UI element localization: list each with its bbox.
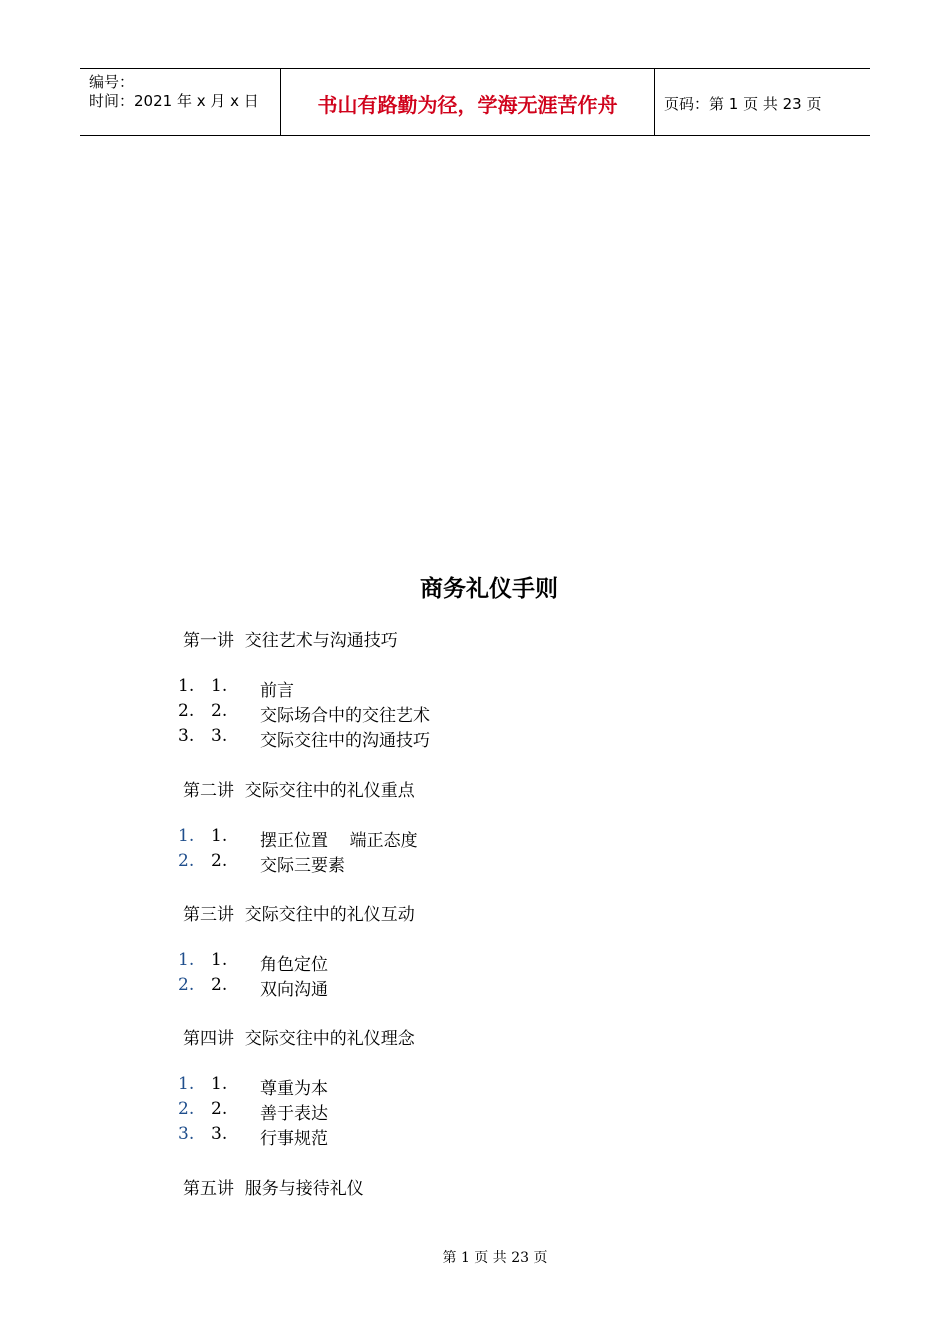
list-text: 前言 xyxy=(260,681,294,701)
document-title: 商务礼仪手则 xyxy=(420,576,558,602)
list-number: 3. xyxy=(178,726,195,746)
list-text: 交际交往中的沟通技巧 xyxy=(260,731,430,751)
header-motto: 书山有路勤为径，学海无涯苦作舟 xyxy=(281,69,655,135)
page-footer: 第 1 页 共 23 页 xyxy=(442,1250,548,1266)
lecture-heading: 第四讲 交际交往中的礼仪理念 xyxy=(183,1029,415,1049)
list-text: 交际场合中的交往艺术 xyxy=(260,706,430,726)
list-subnumber: 1. xyxy=(211,950,228,970)
list-number: 1. xyxy=(178,950,195,970)
list-number: 2. xyxy=(178,1099,195,1119)
header-page-info: 页码：第 1 页 共 23 页 xyxy=(664,94,822,113)
list-subnumber: 2. xyxy=(211,1099,228,1119)
page-header xyxy=(80,68,870,136)
list-number: 1. xyxy=(178,1074,195,1094)
list-subnumber: 1. xyxy=(211,676,228,696)
lecture-heading: 第二讲 交际交往中的礼仪重点 xyxy=(183,781,415,801)
list-number: 2. xyxy=(178,701,195,721)
list-subnumber: 1. xyxy=(211,1074,228,1094)
list-text: 摆正位置 端正态度 xyxy=(260,831,418,851)
list-subnumber: 3. xyxy=(211,726,228,746)
list-subnumber: 3. xyxy=(211,1124,228,1144)
lecture-heading: 第三讲 交际交往中的礼仪互动 xyxy=(183,905,415,925)
list-number: 3. xyxy=(178,1124,195,1144)
list-subnumber: 2. xyxy=(211,975,228,995)
list-number: 1. xyxy=(178,826,195,846)
list-text: 尊重为本 xyxy=(260,1079,328,1099)
list-text: 双向沟通 xyxy=(260,980,328,1000)
list-text: 角色定位 xyxy=(260,955,328,975)
list-number: 1. xyxy=(178,676,195,696)
time-label: 时间：2021 年 x 月 x 日 xyxy=(89,92,259,110)
list-text: 善于表达 xyxy=(260,1104,328,1124)
list-text: 行事规范 xyxy=(260,1129,328,1149)
list-number: 2. xyxy=(178,975,195,995)
lecture-heading: 第一讲 交往艺术与沟通技巧 xyxy=(183,631,398,651)
lecture-heading: 第五讲 服务与接待礼仪 xyxy=(183,1179,364,1199)
header-meta xyxy=(80,69,281,135)
list-subnumber: 1. xyxy=(211,826,228,846)
list-text: 交际三要素 xyxy=(260,856,345,876)
list-subnumber: 2. xyxy=(211,701,228,721)
list-subnumber: 2. xyxy=(211,851,228,871)
list-number: 2. xyxy=(178,851,195,871)
number-label: 编号： xyxy=(89,73,135,91)
